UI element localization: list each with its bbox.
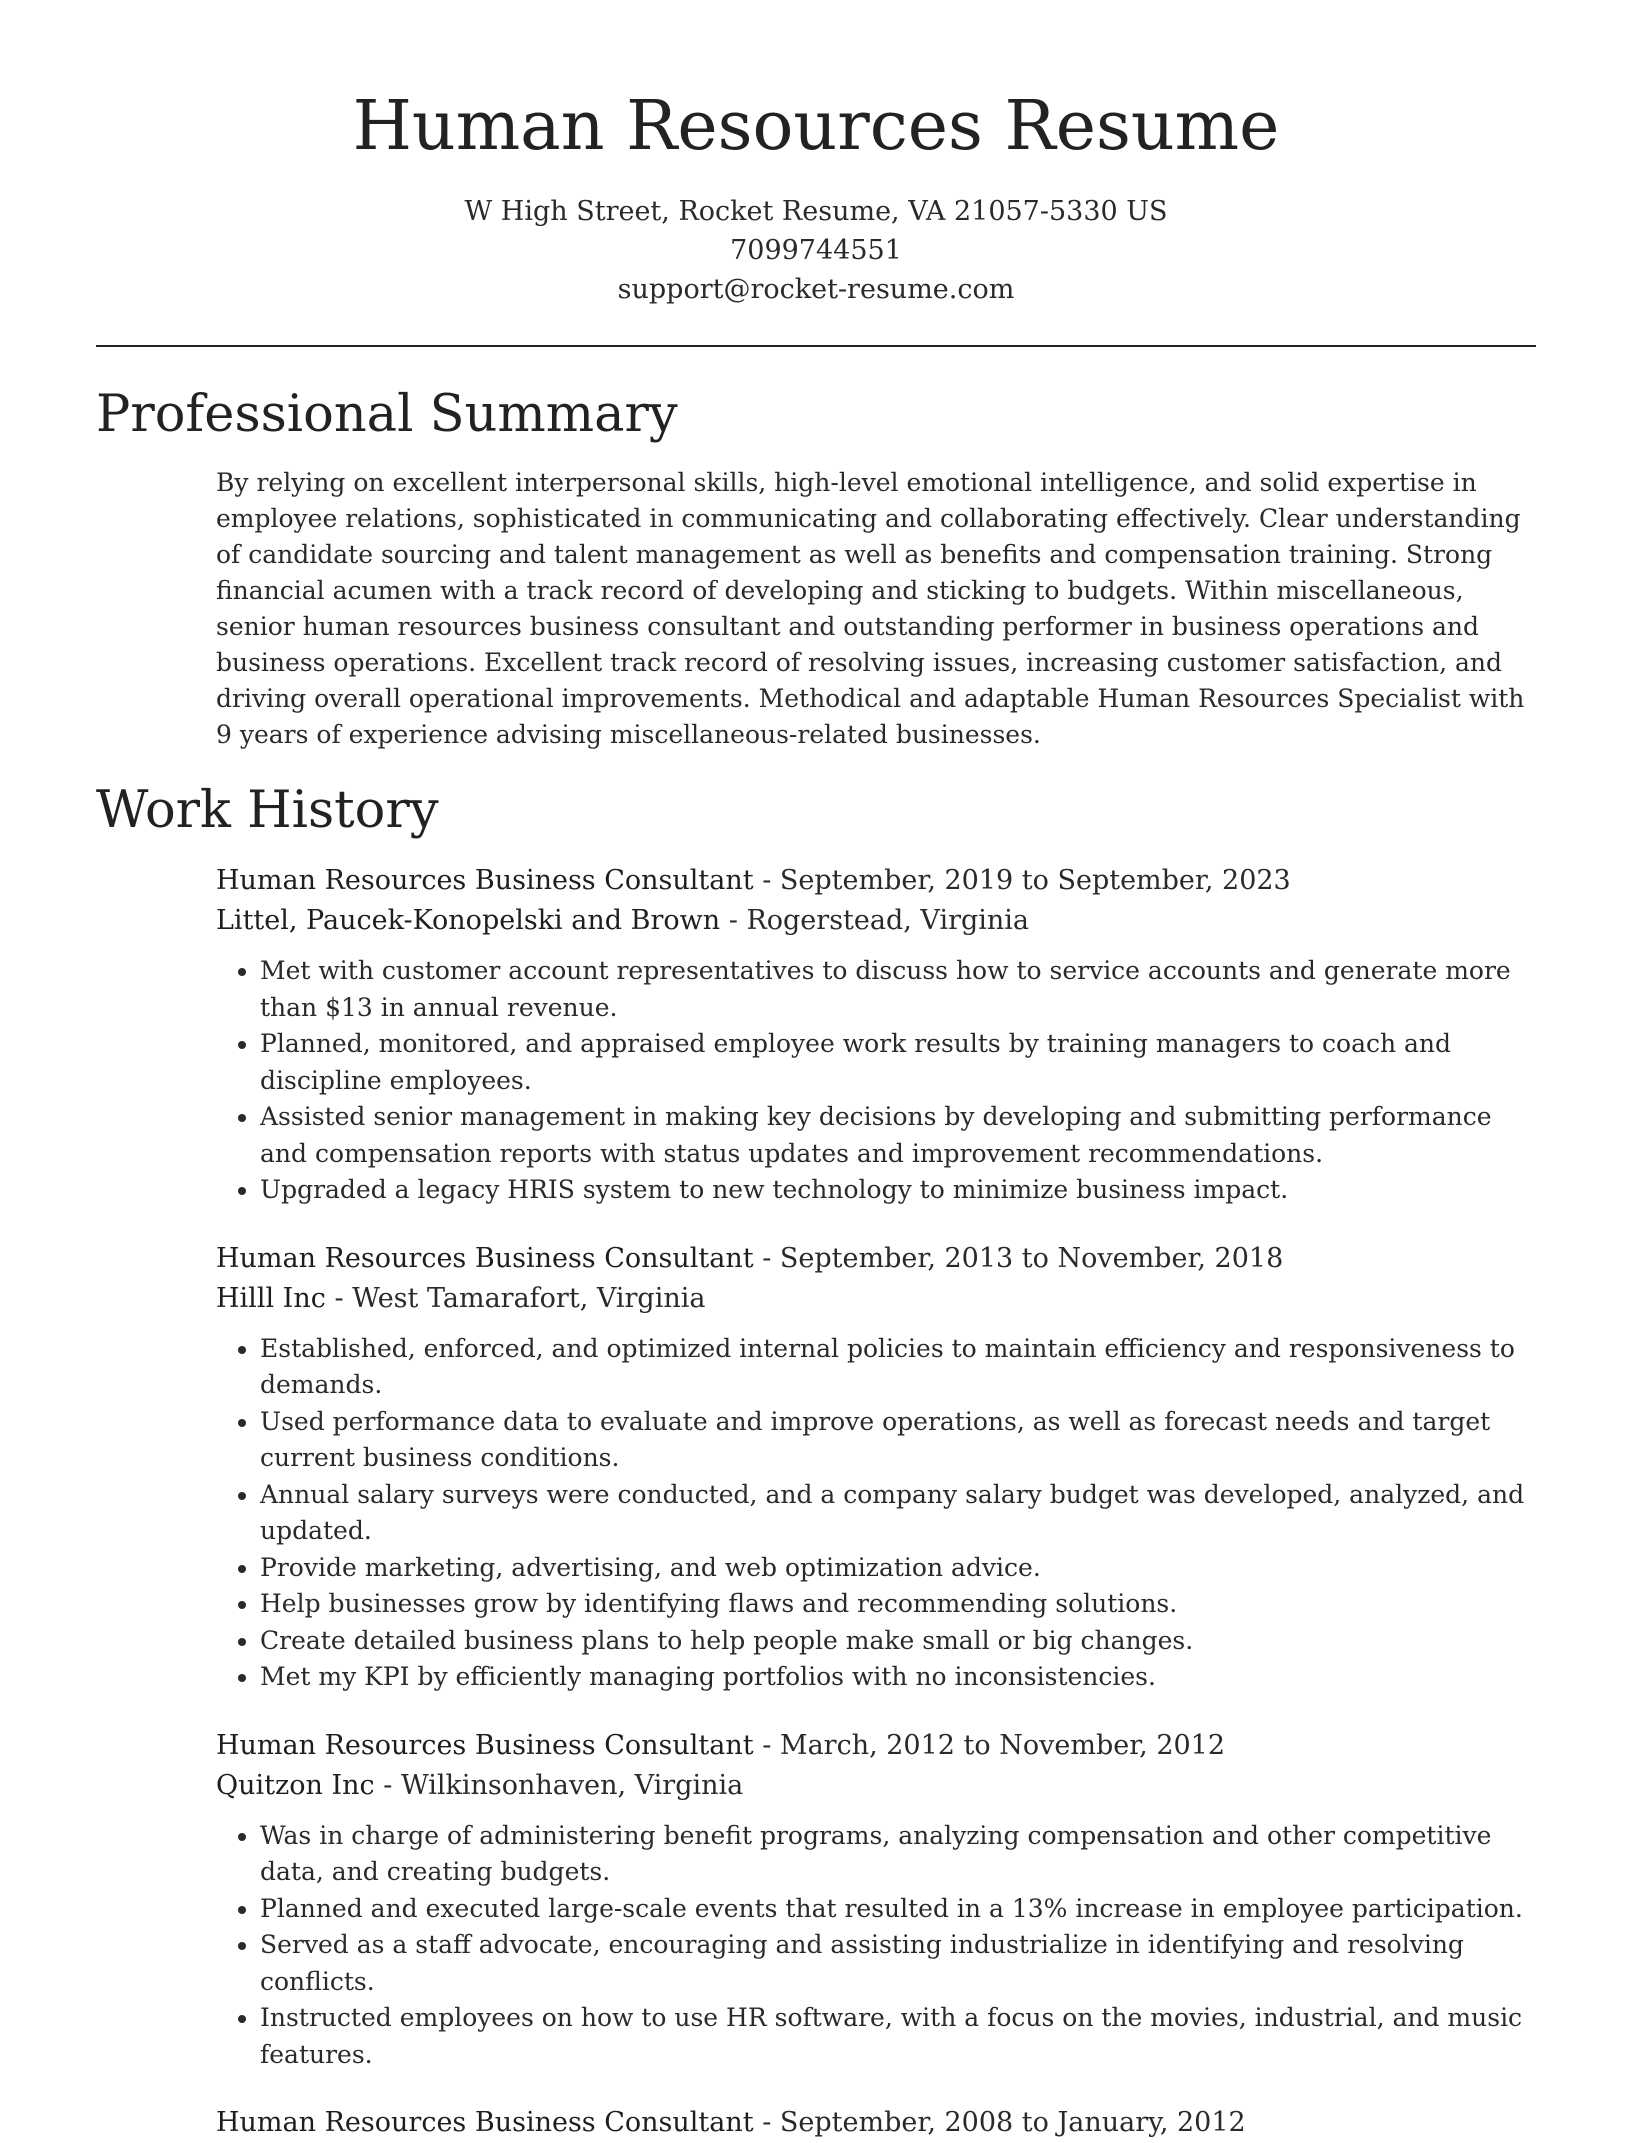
job-separator: - [753,865,780,896]
job-dates: September, 2013 to November, 2018 [779,1242,1284,1274]
job-dates: September, 2019 to September, 2023 [779,865,1291,896]
job-bullet: • Served as a staff advocate, encouraging and assisting industrialize in identifying and resolving conflicts. [260,1927,1536,2000]
job-bullet: • Create detailed business plans to help people make small or big changes. [260,1623,1536,1660]
contact-phone: 7099744551 [730,235,902,266]
job-dates: September, 2008 to January, 2012 [779,2107,1246,2138]
job-bullet: • Provide marketing, advertising, and web optimization advice. [260,1550,1536,1587]
job-separator: - [374,1769,401,1801]
job-entry [216,1239,1536,1696]
job-company-line [216,901,1536,941]
job-bullet: • Planned and executed large-scale events that resulted in a 13% increase in employee participation. [260,1891,1536,1928]
job-bullet: • Used performance data to evaluate and improve operations, as well as forecast needs and target current business conditions. [260,1404,1536,1477]
job-location: West Tamarafort, Virginia [352,1282,706,1314]
contact-email: support@rocket-resume.com [617,274,1015,305]
job-separator: - [753,2107,780,2138]
summary-text: By relying on excellent interpersonal skills, high-level emotional intelligence, and solid expertise in employee relations, sophisticated in communicating and collaborating effectively. Clear understanding of candidate sourcing and talent management as well as benefits and compensation training. Strong financial acumen with a track record of developing and sticking to budgets. Within miscellaneous, senior human resources business consultant and outstanding performer in business operations and business operations. Excellent track record of resolving issues, increasing customer satisfaction, and driving overall operational improvements. Methodical and adaptable Human Resources Specialist with 9 years of experience advising miscellaneous-related businesses. [216,468,1525,749]
job-location: Wilkinsonhaven, Virginia [400,1769,744,1801]
job-bullet: • Met with customer account representatives to discuss how to service accounts and generate more than $13 in annual revenue. [260,953,1536,1026]
job-bullet-list [216,1818,1536,2074]
job-bullet-list [216,953,1536,1209]
job-separator: - [325,1282,353,1314]
job-role: Human Resources Business Consultant [216,865,754,896]
job-company: Hilll Inc [216,1282,326,1314]
job-bullet: • Help businesses grow by identifying flaws and recommending solutions. [260,1586,1536,1623]
job-title-line [216,861,1536,901]
work-history-heading: Work History [96,781,439,840]
job-role: Human Resources Business Consultant [216,2107,754,2138]
job-role: Human Resources Business Consultant [216,1729,754,1761]
contact-address: W High Street, Rocket Resume, VA 21057-5330 US [464,196,1168,227]
job-bullet-list [216,1331,1536,1696]
job-dates: March, 2012 to November, 2012 [779,1729,1226,1761]
contact-block [96,192,1536,309]
job-company-line [216,1279,1536,1319]
job-entry [216,861,1536,1209]
job-bullet: • Met my KPI by efficiently managing portfolios with no inconsistencies. [260,1659,1536,1696]
job-separator: - [720,905,747,936]
job-company: Littel, Paucek-Konopelski and Brown [216,905,721,936]
job-bullet: • Annual salary surveys were conducted, and a company salary budget was developed, analyzed, and updated. [260,1477,1536,1550]
job-bullet: • Upgraded a legacy HRIS system to new technology to minimize business impact. [260,1172,1536,1209]
job-title-line [216,1239,1536,1279]
job-separator: - [753,1242,780,1274]
job-bullet: • Established, enforced, and optimized internal policies to maintain efficiency and responsiveness to demands. [260,1331,1536,1404]
summary-heading: Professional Summary [96,385,678,444]
job-title-line [216,2103,1536,2143]
job-company-line [216,1766,1536,1806]
job-bullet: • Was in charge of administering benefit programs, analyzing compensation and other competitive data, and creating budgets. [260,1818,1536,1891]
job-company: Quitzon Inc [216,1769,375,1801]
resume-header [96,0,1536,309]
job-location: Rogerstead, Virginia [746,905,1030,936]
summary-section [96,465,1536,753]
resume-title: Human Resources Resume [352,87,1280,166]
job-bullet: • Instructed employees on how to use HR software, with a focus on the movies, industrial, and music features. [260,2000,1536,2073]
job-entry [216,1726,1536,2074]
header-divider [96,345,1536,347]
job-bullet: • Assisted senior management in making key decisions by developing and submitting performance and compensation reports with status updates and improvement recommendations. [260,1099,1536,1172]
job-separator: - [753,1729,780,1761]
job-role: Human Resources Business Consultant [216,1242,754,1274]
job-bullet: • Planned, monitored, and appraised employee work results by training managers to coach and discipline employees. [260,1026,1536,1099]
job-entry [216,2103,1536,2143]
job-title-line [216,1726,1536,1766]
work-history-section [96,861,1536,2143]
